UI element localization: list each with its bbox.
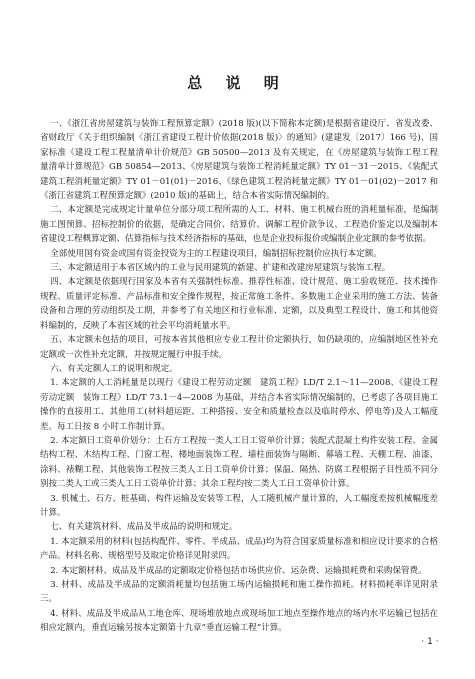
paragraph: 4. 材料、成品及半成品从工地仓库、现场堆放地点或现场加工地点至操作地点的场内水平运输已包括在相应定额内，垂直运输另按本定额第十九章“垂直运输工程”计算。 xyxy=(40,608,438,634)
paragraph: 2. 本定额材料、成品及半成品的定额取定价格包括市场供应价、运杂费、运输损耗费和采购保管费。 xyxy=(50,565,427,576)
paragraph: 六、有关定额人工的说明和规定。 xyxy=(50,363,178,374)
paragraph: 1. 本定额采用的材料(包括构配件、零件、半成品、成品)均为符合国家质量标准和相应设计要求的合格产品。材料名称、规格型号及取定价格详见附录四。 xyxy=(40,536,438,562)
paragraph: 3. 机械土、石方、桩基础、构件运输及安装等工程，人工随机械产量计算的，人工幅度差按机械幅度差计算。 xyxy=(40,493,438,518)
paragraph: 四、本定额是依据现行国家及本省有关强制性标准、推荐性标准、设计规范、施工验收规范、技术操作规程、质量评定标准、产品标准和安全操作规程，按正常施工条件、多数施工企业采用的施工方法、装备设备和合理的劳动组织及工期，并参考了有关地区和行业标准、定额，以及典型工程设计、施工和其他资料编制的，反映了本省区域的社会平均消耗量水平。 xyxy=(40,277,438,331)
paragraph: 五、本定额未包括的项目，可按本省其他相应专业工程计价定额执行，如仍缺项的，应编制地区性补充定额或一次性补充定额，并按规定履行申报手续。 xyxy=(40,335,438,360)
page-number: · 1 · xyxy=(421,637,439,647)
paragraph: 2. 本定额日工资单价划分：土石方工程按一类人工日工资单价计算；装配式混凝土构件安装工程、金属结构工程、木结构工程、门窗工程、楼地面装饰工程、墙柱面装饰与隔断、幕墙工程、天棚工程、油漆、涂料、裱糊工程、其他装饰工程按三类人工日工资单价计算；保温、隔热、防腐工程根据子目性质不同分别按二类人工或三类人工日工资单价计算；其余工程均按二类人工日工资单价计算。 xyxy=(40,435,438,490)
document-body xyxy=(40,117,438,636)
page-title: 总 说 明 xyxy=(187,74,288,92)
paragraph: 二、本定额是完成规定计量单位分部分项工程所需的人工、材料、施工机械台班的消耗量标准，是编制施工图预算、招标控制价的依据，是确定合同价、结算价、调解工程价款争议、工程造价鉴定以及编制本省建设工程概算定额、估算指标与技术经济指标的基础，也是企业投标报价或编制企业定额的参考依据。 xyxy=(40,205,438,245)
paragraph: 全部使用国有资金或国有资金投资为主的工程建设项目，编制招标控制价应执行本定额。 xyxy=(50,248,382,259)
paragraph: 1. 本定额的人工消耗量是以现行《建设工程劳动定额 建筑工程》LD/T 2.1～11—2008、《建设工程劳动定额 装饰工程》LD/T 73.1－4—2008 为基础，并结合本省实际情况编制的，已考虑了各项目施工操作的直接用工、其他用工(材料超运距、工种搭接、安全和质量检查以及临时停水、停电等)及人工幅度差。每工日按 8 小时工作制计算。 xyxy=(40,378,438,432)
paragraph: 三、本定额适用于本省区域内的工业与民用建筑的新建、扩建和改建房屋建筑与装饰工程。 xyxy=(50,263,391,274)
paragraph: 一、《浙江省房屋建筑与装饰工程预算定额》(2018 版)(以下简称本定额)是根据省建设厅、省发改委、省财政厅《关于组织编制〈浙江省建设工程计价依据(2018 版)〉的通知》(建建发〔2017〕166 号)、国家标准《建设工程工程量清单计价规范》GB 50500—2013 及有关规定，在《房屋建筑与装饰工程工程量清单计算规范》GB 50854—2013、《房屋建筑与装饰工程消耗量定额》TY 01－31－2015、《装配式建筑工程消耗量定额》TY 01－01(01)－2016、《绿色建筑工程消耗量定额》TY 01－01(02)－2017 和《浙江省建筑工程预算定额》(2010 版)的基础上，结合本省实际情况编制的。 xyxy=(40,119,438,202)
paragraph: 七、有关建筑材料、成品及半成品的说明和规定。 xyxy=(50,522,238,533)
paragraph: 3. 材料、成品及半成品的定额消耗量均包括施工场内运输损耗和施工操作损耗。材料损耗率详见附录三。 xyxy=(40,580,438,605)
